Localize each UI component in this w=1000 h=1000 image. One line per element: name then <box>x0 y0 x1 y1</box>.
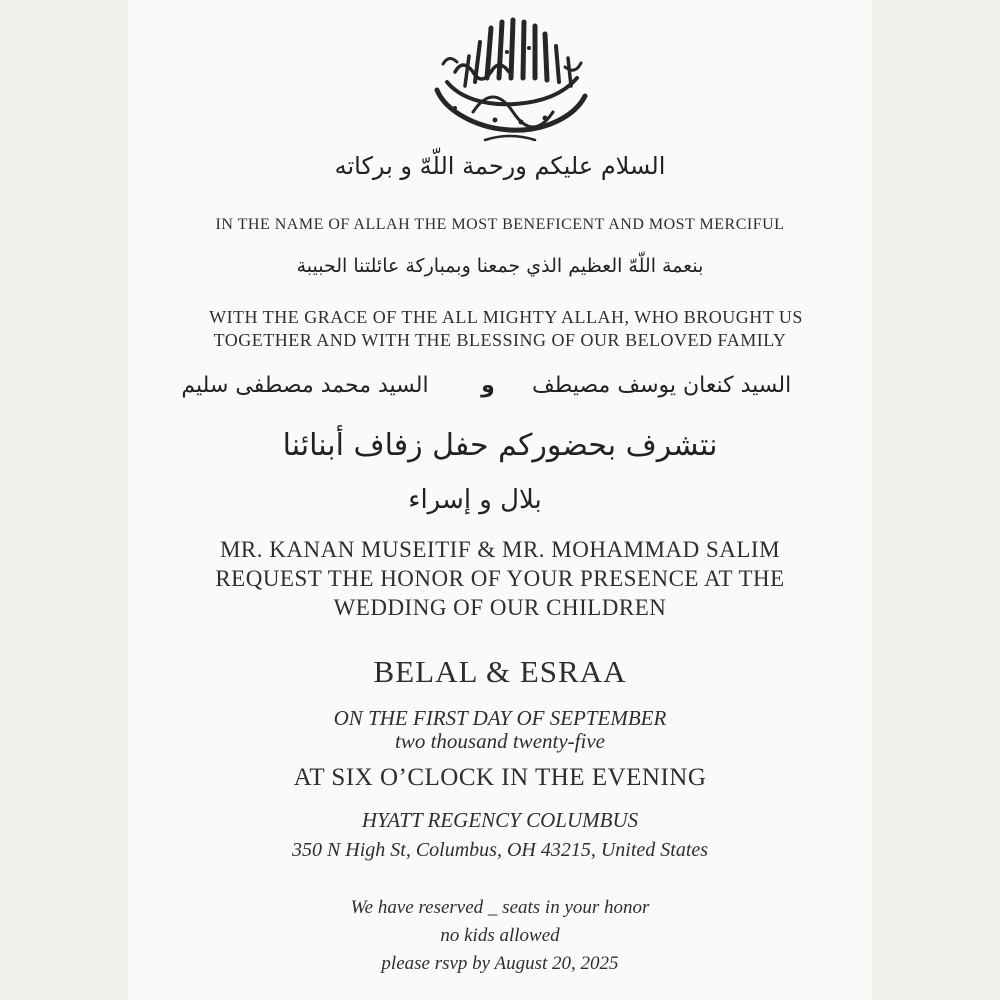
name-of-allah-english: IN THE NAME OF ALLAH THE MOST BENEFICENT AND MOST MERCIFUL <box>215 216 785 233</box>
host-arabic-1: السيد كنعان يوسف مصيطف <box>532 373 792 398</box>
date-line-2: two thousand twenty-five <box>395 729 605 753</box>
grace-english-line-2: TOGETHER AND WITH THE BLESSING OF OUR BELOVED FAMILY <box>213 330 787 350</box>
couple-arabic: بلال و إسراء <box>408 485 542 515</box>
hosts-english-line-2: REQUEST THE HONOR OF YOUR PRESENCE AT THE <box>215 566 785 591</box>
basmala-calligraphy-icon <box>425 12 595 147</box>
rsvp-note: please rsvp by August 20, 2025 <box>381 953 619 974</box>
hosts-english-line-3: WEDDING OF OUR CHILDREN <box>333 595 667 620</box>
seats-note: We have reserved _ seats in your honor <box>350 897 650 918</box>
grace-english-line-1: WITH THE GRACE OF THE ALL MIGHTY ALLAH, WHO BROUGHT US <box>209 307 803 327</box>
kids-note: no kids allowed <box>440 925 560 946</box>
venue-name: HYATT REGENCY COLUMBUS <box>361 808 639 832</box>
event-time: AT SIX O’CLOCK IN THE EVENING <box>293 764 707 791</box>
date-line-1: ON THE FIRST DAY OF SEPTEMBER <box>333 706 667 730</box>
couple-english: BELAL & ESRAA <box>373 654 627 689</box>
greeting-arabic: السلام عليكم ورحمة اللّهّ و بركاته <box>334 152 666 180</box>
host-arabic-2: السيد محمد مصطفى سليم <box>181 373 429 398</box>
honor-arabic: نتشرف بحضوركم حفل زفاف أبنائنا <box>282 428 718 463</box>
hosts-english-line-1: MR. KANAN MUSEITIF & MR. MOHAMMAD SALIM <box>219 537 781 562</box>
hosts-arabic-and: و <box>481 373 495 398</box>
venue-address: 350 N High St, Columbus, OH 43215, United States <box>291 839 709 861</box>
grace-arabic: بنعمة اللّهّ العظيم الذي جمعنا وبمباركة عائلتنا الحبيبة <box>296 255 704 277</box>
hosts-arabic-row <box>0 373 1000 409</box>
